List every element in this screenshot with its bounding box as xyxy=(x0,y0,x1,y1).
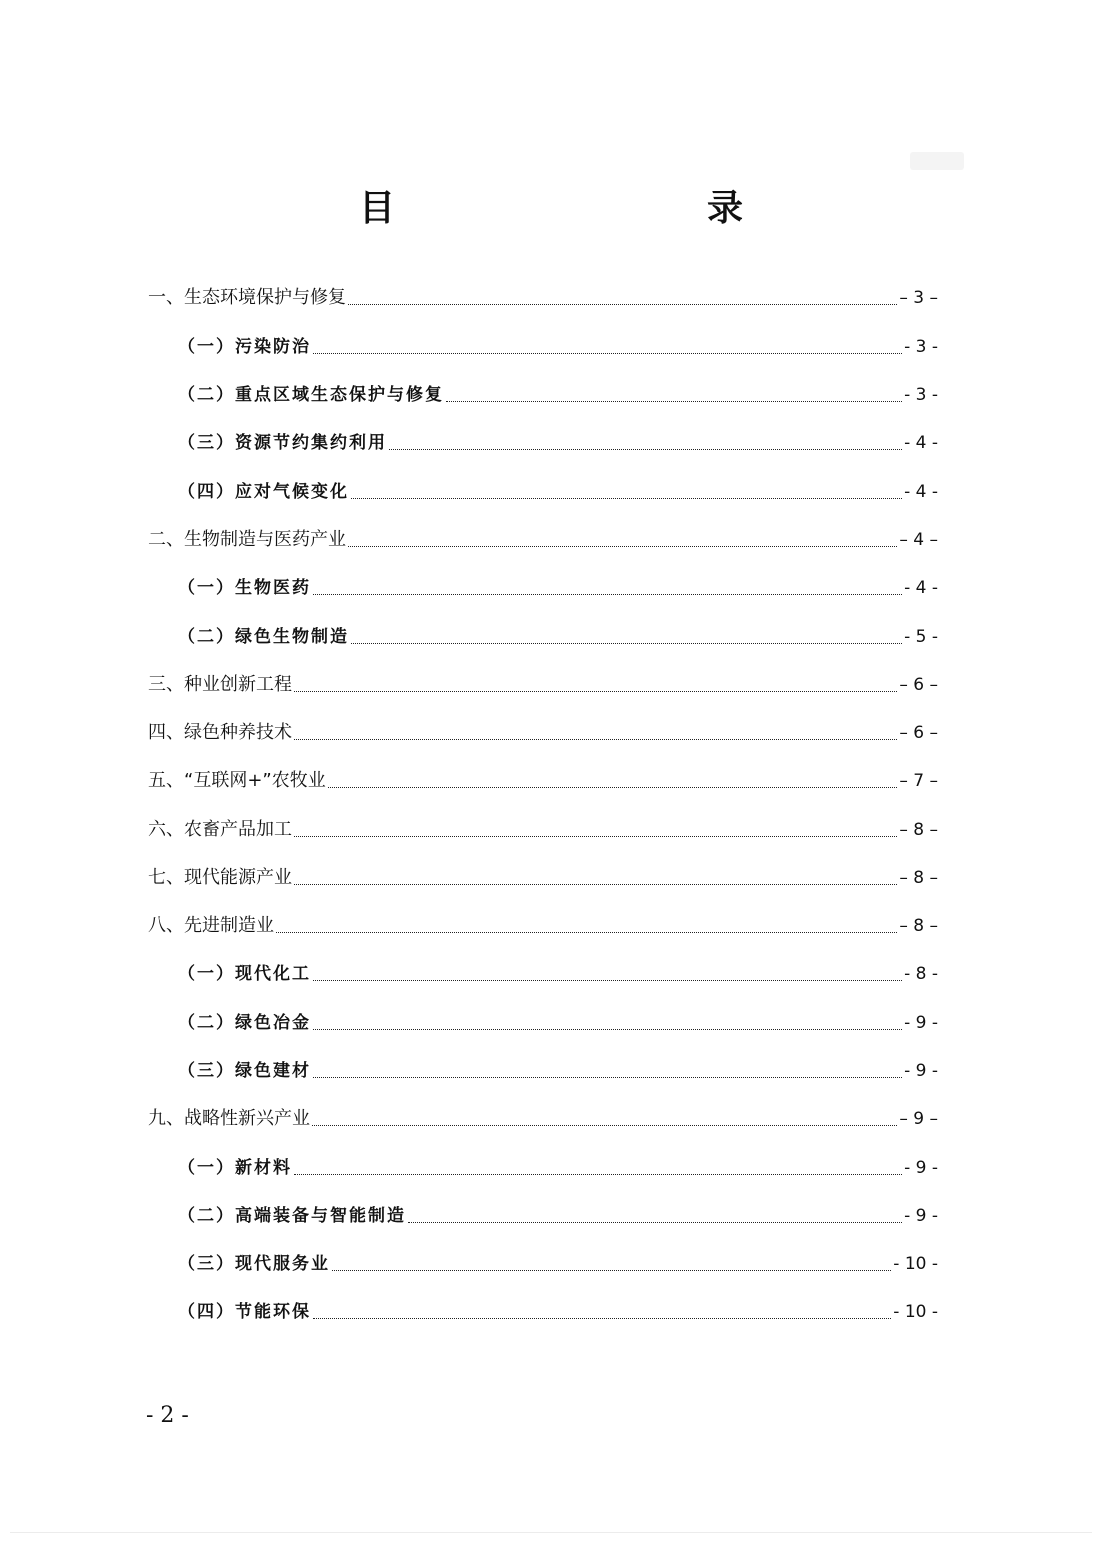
toc-entry-label: 四、绿色种养技术 xyxy=(148,722,292,743)
toc-dot-leader xyxy=(294,691,897,692)
toc-entry[interactable] xyxy=(148,906,938,938)
toc-entry-page: – 6 – xyxy=(899,723,938,743)
toc-entry[interactable] xyxy=(148,1099,938,1131)
toc-entry-page: - 5 - xyxy=(904,627,938,647)
toc-entry-label: （一）污染防治 xyxy=(178,337,311,357)
toc-entry[interactable] xyxy=(178,472,938,504)
toc-entry[interactable] xyxy=(148,665,938,697)
toc-dot-leader xyxy=(389,449,902,450)
toc-entry-page: – 9 – xyxy=(899,1109,938,1129)
toc-dot-leader xyxy=(313,1077,902,1078)
toc-entry[interactable] xyxy=(148,278,938,310)
toc-entry-label: （二）绿色生物制造 xyxy=(178,627,349,647)
toc-entry[interactable] xyxy=(178,1051,938,1083)
toc-entry-page: – 4 – xyxy=(899,530,938,550)
toc-entry-page: - 3 - xyxy=(904,385,938,405)
page-title: 目 录 xyxy=(358,187,823,229)
toc-entry-page: - 4 - xyxy=(904,578,938,598)
toc-entry-label: （一）现代化工 xyxy=(178,964,311,984)
toc-dot-leader xyxy=(351,498,902,499)
toc-dot-leader xyxy=(408,1222,902,1223)
toc-dot-leader xyxy=(313,594,902,595)
toc-entry-page: – 7 – xyxy=(899,771,938,791)
toc-entry-label: （二）重点区域生态保护与修复 xyxy=(178,385,444,405)
toc-entry-label: （四）节能环保 xyxy=(178,1302,311,1322)
toc-entry-page: - 4 - xyxy=(904,482,938,502)
toc-entry-label: （二）绿色冶金 xyxy=(178,1013,311,1033)
toc-entry-page: - 9 - xyxy=(904,1013,938,1033)
toc-entry[interactable] xyxy=(148,713,938,745)
toc-dot-leader xyxy=(446,401,902,402)
toc-entry-label: 三、种业创新工程 xyxy=(148,674,292,695)
toc-entry-page: - 9 - xyxy=(904,1061,938,1081)
toc-entry[interactable] xyxy=(178,617,938,649)
toc-entry[interactable] xyxy=(148,761,938,793)
toc-entry-label: 二、生物制造与医药产业 xyxy=(148,529,346,550)
toc-entry[interactable] xyxy=(178,1148,938,1180)
toc-dot-leader xyxy=(312,1125,897,1126)
toc-entry-page: - 3 - xyxy=(904,337,938,357)
toc-dot-leader xyxy=(328,787,898,788)
toc-entry-page: – 8 – xyxy=(899,868,938,888)
toc-entry[interactable] xyxy=(178,1003,938,1035)
toc-entry[interactable] xyxy=(178,1292,938,1324)
toc-entry-label: （四）应对气候变化 xyxy=(178,482,349,502)
toc-entry-page: - 9 - xyxy=(904,1206,938,1226)
toc-entry-label: 一、生态环境保护与修复 xyxy=(148,287,346,308)
toc-dot-leader xyxy=(294,1174,902,1175)
toc-entry-page: - 10 - xyxy=(893,1302,938,1322)
toc-entry[interactable] xyxy=(148,520,938,552)
toc-dot-leader xyxy=(348,546,897,547)
toc-entry[interactable] xyxy=(148,810,938,842)
toc-entry-page: - 9 - xyxy=(904,1158,938,1178)
toc-entry-label: 五、“互联网+”农牧业 xyxy=(148,770,326,791)
toc-dot-leader xyxy=(313,1029,902,1030)
page-number: - 2 - xyxy=(146,1403,189,1428)
toc-entry[interactable] xyxy=(178,1244,938,1276)
toc-dot-leader xyxy=(351,643,902,644)
toc-dot-leader xyxy=(332,1270,891,1271)
toc-entry-label: 九、战略性新兴产业 xyxy=(148,1108,310,1129)
toc-dot-leader xyxy=(276,932,897,933)
toc-dot-leader xyxy=(313,980,902,981)
toc-dot-leader xyxy=(348,304,897,305)
toc-entry-page: – 8 – xyxy=(899,916,938,936)
toc-entry[interactable] xyxy=(178,327,938,359)
toc-entry-label: 八、先进制造业 xyxy=(148,915,274,936)
toc-entry[interactable] xyxy=(178,423,938,455)
toc-entry-label: （二）高端装备与智能制造 xyxy=(178,1206,406,1226)
toc-entry-page: – 6 – xyxy=(899,675,938,695)
toc-entry[interactable] xyxy=(178,954,938,986)
toc-entry-label: 七、现代能源产业 xyxy=(148,867,292,888)
toc-dot-leader xyxy=(294,739,897,740)
toc-entry-label: （一）新材料 xyxy=(178,1158,292,1178)
toc-entry[interactable] xyxy=(178,1196,938,1228)
toc-entry[interactable] xyxy=(178,375,938,407)
toc-dot-leader xyxy=(294,884,897,885)
toc-entry[interactable] xyxy=(148,858,938,890)
toc-entry[interactable] xyxy=(178,568,938,600)
toc-entry-page: - 10 - xyxy=(893,1254,938,1274)
toc-dot-leader xyxy=(313,1318,891,1319)
toc-entry-label: （三）绿色建材 xyxy=(178,1061,311,1081)
bottom-divider xyxy=(10,1532,1092,1533)
toc-entry-page: – 3 – xyxy=(899,288,938,308)
toc-entry-label: （三）现代服务业 xyxy=(178,1254,330,1274)
toc-entry-page: - 8 - xyxy=(904,964,938,984)
toc-entry-page: - 4 - xyxy=(904,433,938,453)
scan-smudge xyxy=(910,152,964,170)
toc-entry-label: （一）生物医药 xyxy=(178,578,311,598)
toc-entry-label: （三）资源节约集约利用 xyxy=(178,433,387,453)
toc-dot-leader xyxy=(313,353,902,354)
toc-dot-leader xyxy=(294,836,897,837)
toc-entry-page: – 8 – xyxy=(899,820,938,840)
toc-entry-label: 六、农畜产品加工 xyxy=(148,819,292,840)
